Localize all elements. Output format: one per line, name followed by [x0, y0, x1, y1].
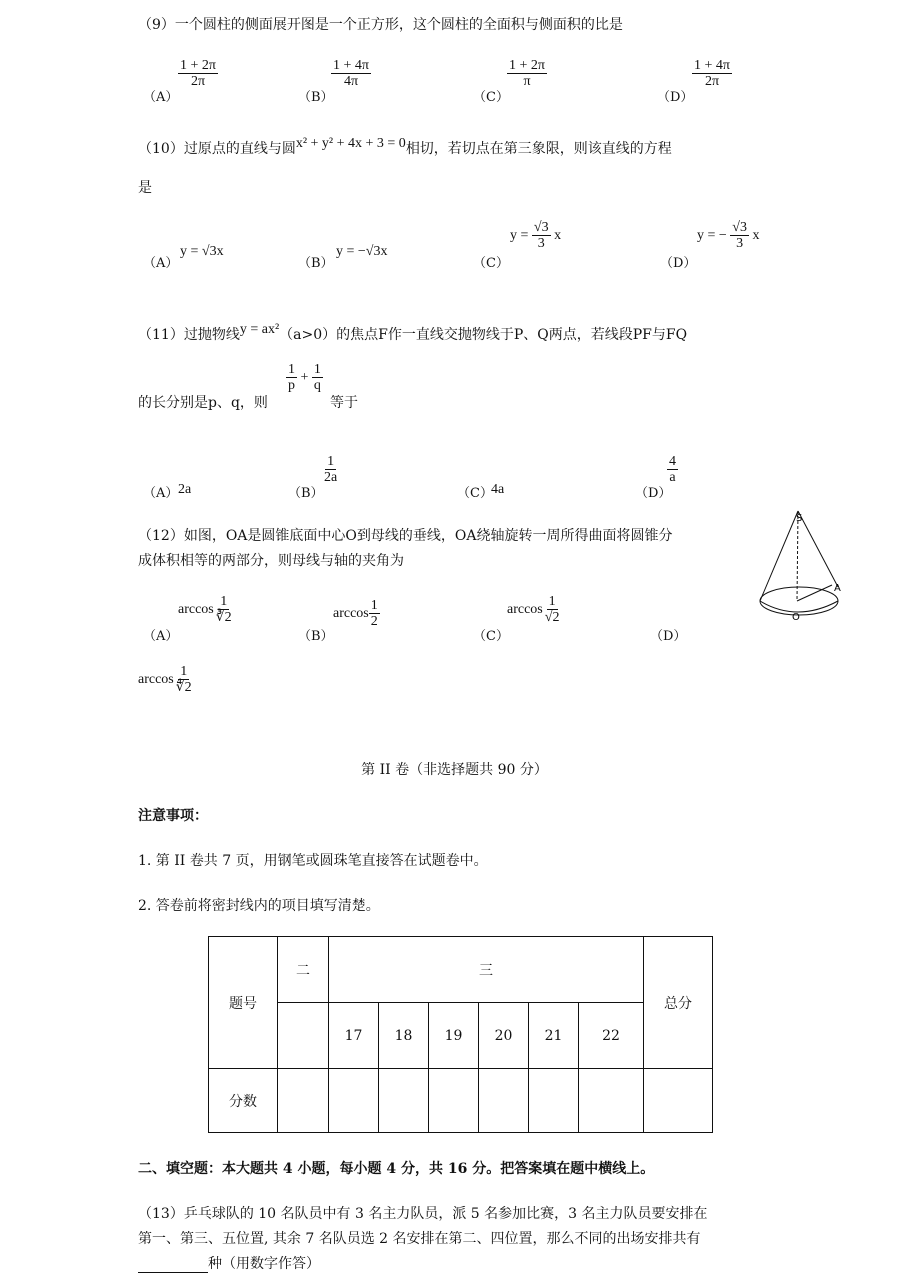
numerator: 1: [548, 594, 556, 609]
denominator: ∜2: [175, 680, 192, 696]
numerator: 4: [669, 454, 676, 469]
q9-option-b-value: [331, 58, 371, 90]
point-a-label: A: [834, 583, 841, 594]
denominator: ∛2: [215, 610, 232, 626]
denominator: p: [288, 378, 295, 394]
answer-blank[interactable]: [138, 1258, 208, 1273]
q11-option-a-value: 2a: [178, 482, 192, 497]
q11-line2-post: 等于: [330, 395, 358, 411]
cone-base: [760, 587, 838, 615]
denominator: q: [313, 378, 321, 394]
q10-option-c-value: [510, 220, 561, 252]
score-table: [208, 936, 713, 1133]
prefix: y = −: [697, 228, 727, 244]
q13-line2: 第一、第三、五位置, 其余 7 名队员选 2 名安排在第二、四位置，那么不同的出场安排共有: [138, 1231, 701, 1247]
function-name: arccos: [333, 606, 369, 622]
numerator: 1: [327, 454, 335, 469]
q11-equation: y = ax²: [239, 322, 280, 337]
q11-text-post: （a>0）的焦点F作一直线交抛物线于P、Q两点，若线段PF与FQ: [279, 327, 688, 343]
header-section-2: 二: [278, 937, 329, 1003]
header-section-3: 三: [329, 937, 644, 1003]
score-cell[interactable]: [278, 1069, 329, 1133]
section2-heading: 二、填空题：本大题共 4 小题，每小题 4 分，共 16 分。把答案填在题中横线上。: [138, 1161, 655, 1177]
q12-option-a-value: [178, 594, 234, 626]
numerator: 1: [180, 664, 188, 679]
q10-option-c-label: （C）: [473, 256, 509, 271]
sub-empty: [278, 1003, 329, 1069]
q9-option-c-label: （C）: [473, 90, 509, 105]
q10-option-a-label: （A）: [143, 256, 179, 271]
sub-22: 22: [579, 1003, 644, 1069]
numerator: 1 + 2π: [509, 58, 545, 73]
numerator: 1: [220, 594, 228, 609]
q11-option-c-label: （C）: [457, 486, 493, 501]
q11-option-d-value: [667, 454, 678, 486]
numerator: 1 + 4π: [694, 58, 730, 73]
note-2: 2. 答卷前将密封线内的项目填写清楚。: [138, 898, 380, 914]
score-cell[interactable]: [329, 1069, 379, 1133]
header-total: 总分: [644, 937, 713, 1069]
q13-line3: [138, 1253, 320, 1273]
q9-option-a-value: [178, 58, 218, 90]
notice-heading: 注意事项：: [138, 808, 208, 824]
q12-option-c-label: （C）: [473, 629, 509, 644]
numerator: √3: [732, 220, 747, 235]
denominator: 2a: [324, 470, 338, 486]
function-name: arccos: [178, 602, 214, 618]
q10-equation: x² + y² + 4x + 3 = 0: [295, 136, 406, 151]
q12-option-b-value: [333, 598, 380, 630]
sub-19: 19: [429, 1003, 479, 1069]
q12-option-d-label: （D）: [650, 629, 687, 644]
sub-21: 21: [529, 1003, 579, 1069]
function-name: arccos: [138, 672, 174, 688]
q10-option-d-value: [697, 220, 759, 252]
q11-option-a-label: （A）: [143, 486, 179, 501]
sub-20: 20: [479, 1003, 529, 1069]
q11-line2-pre: 的长分别是p、q，则: [138, 395, 268, 411]
q12-line1: （12）如图，OA是圆锥底面中心O到母线的垂线，OA绕轴旋转一周所得曲面将圆锥分: [138, 528, 673, 544]
q10-option-b-value: y = −√3x: [336, 244, 388, 259]
header-question-number: 题号: [209, 937, 278, 1069]
q11-option-b-label: （B）: [288, 486, 324, 501]
denominator: √2: [544, 610, 560, 626]
q10-line1: [138, 138, 672, 158]
q12-option-a-label: （A）: [143, 629, 179, 644]
q10-line2: 是: [138, 180, 152, 196]
q9-option-c-value: [507, 58, 547, 90]
q9-option-a-label: （A）: [143, 90, 179, 105]
q13-line1: （13）乒乓球队的 10 名队员中有 3 名主力队员，派 5 名参加比赛，3 名主力队员要安排在: [138, 1206, 708, 1222]
q11-line1: [138, 324, 687, 344]
numerator: 1 + 4π: [333, 58, 369, 73]
denominator: 3: [736, 236, 744, 252]
score-cell[interactable]: [579, 1069, 644, 1133]
score-cell[interactable]: [429, 1069, 479, 1133]
q11-option-b-value: [322, 454, 339, 486]
q10-text-post: 相切，若切点在第三象限，则该直线的方程: [405, 141, 672, 157]
q9-option-b-label: （B）: [298, 90, 334, 105]
q10-option-d-label: （D）: [660, 256, 697, 271]
q11-option-c-value: 4a: [491, 482, 505, 497]
sub-17: 17: [329, 1003, 379, 1069]
cone-figure: [752, 505, 848, 625]
q10-text-pre: （10）过原点的直线与圆: [138, 141, 296, 157]
denominator: 2π: [704, 74, 720, 90]
q12-option-d-value: [138, 664, 194, 696]
numerator: 1 + 2π: [180, 58, 216, 73]
q10-option-b-label: （B）: [298, 256, 334, 271]
score-cell-total[interactable]: [644, 1069, 713, 1133]
denominator: π: [523, 74, 531, 90]
point-o-label: O: [792, 612, 800, 623]
denominator: 4π: [343, 74, 359, 90]
q13-line3-text: 种（用数字作答）: [208, 1256, 320, 1272]
q12-line2: 成体积相等的两部分，则母线与轴的夹角为: [138, 553, 404, 569]
apex-label: S: [796, 513, 803, 524]
q9-text: （9）一个圆柱的侧面展开图是一个正方形，这个圆柱的全面积与侧面积的比是: [138, 17, 623, 33]
suffix: x: [752, 228, 760, 244]
note-1: 1. 第 II 卷共 7 页，用钢笔或圆珠笔直接答在试题卷中。: [138, 853, 488, 869]
q11-text-pre: （11）过抛物线: [138, 327, 240, 343]
q12-option-c-value: [507, 594, 561, 626]
numerator: √3: [533, 220, 549, 235]
score-cell[interactable]: [479, 1069, 529, 1133]
q9-option-d-label: （D）: [657, 90, 694, 105]
base-front-arc: [760, 601, 838, 612]
q11-reciprocal-sum: [286, 362, 323, 394]
denominator: a: [669, 470, 676, 486]
numerator: 1: [288, 362, 295, 377]
cone-right-edge: [798, 511, 838, 587]
part2-title: 第 II 卷（非选择题共 90 分）: [361, 762, 548, 778]
suffix: x: [554, 228, 562, 244]
q10-option-a-value: y = √3x: [180, 244, 224, 259]
q12-option-b-label: （B）: [298, 629, 334, 644]
denominator: 2: [370, 614, 378, 630]
numerator: 1: [370, 598, 378, 613]
q11-option-d-label: （D）: [635, 486, 672, 501]
score-cell[interactable]: [379, 1069, 429, 1133]
denominator: 2π: [190, 74, 206, 90]
score-label: 分数: [209, 1069, 278, 1133]
score-cell[interactable]: [529, 1069, 579, 1133]
sub-18: 18: [379, 1003, 429, 1069]
prefix: y =: [510, 228, 529, 244]
plus-sign: +: [300, 370, 309, 386]
numerator: 1: [313, 362, 321, 377]
denominator: 3: [537, 236, 545, 252]
function-name: arccos: [507, 602, 543, 618]
q9-option-d-value: [692, 58, 732, 90]
